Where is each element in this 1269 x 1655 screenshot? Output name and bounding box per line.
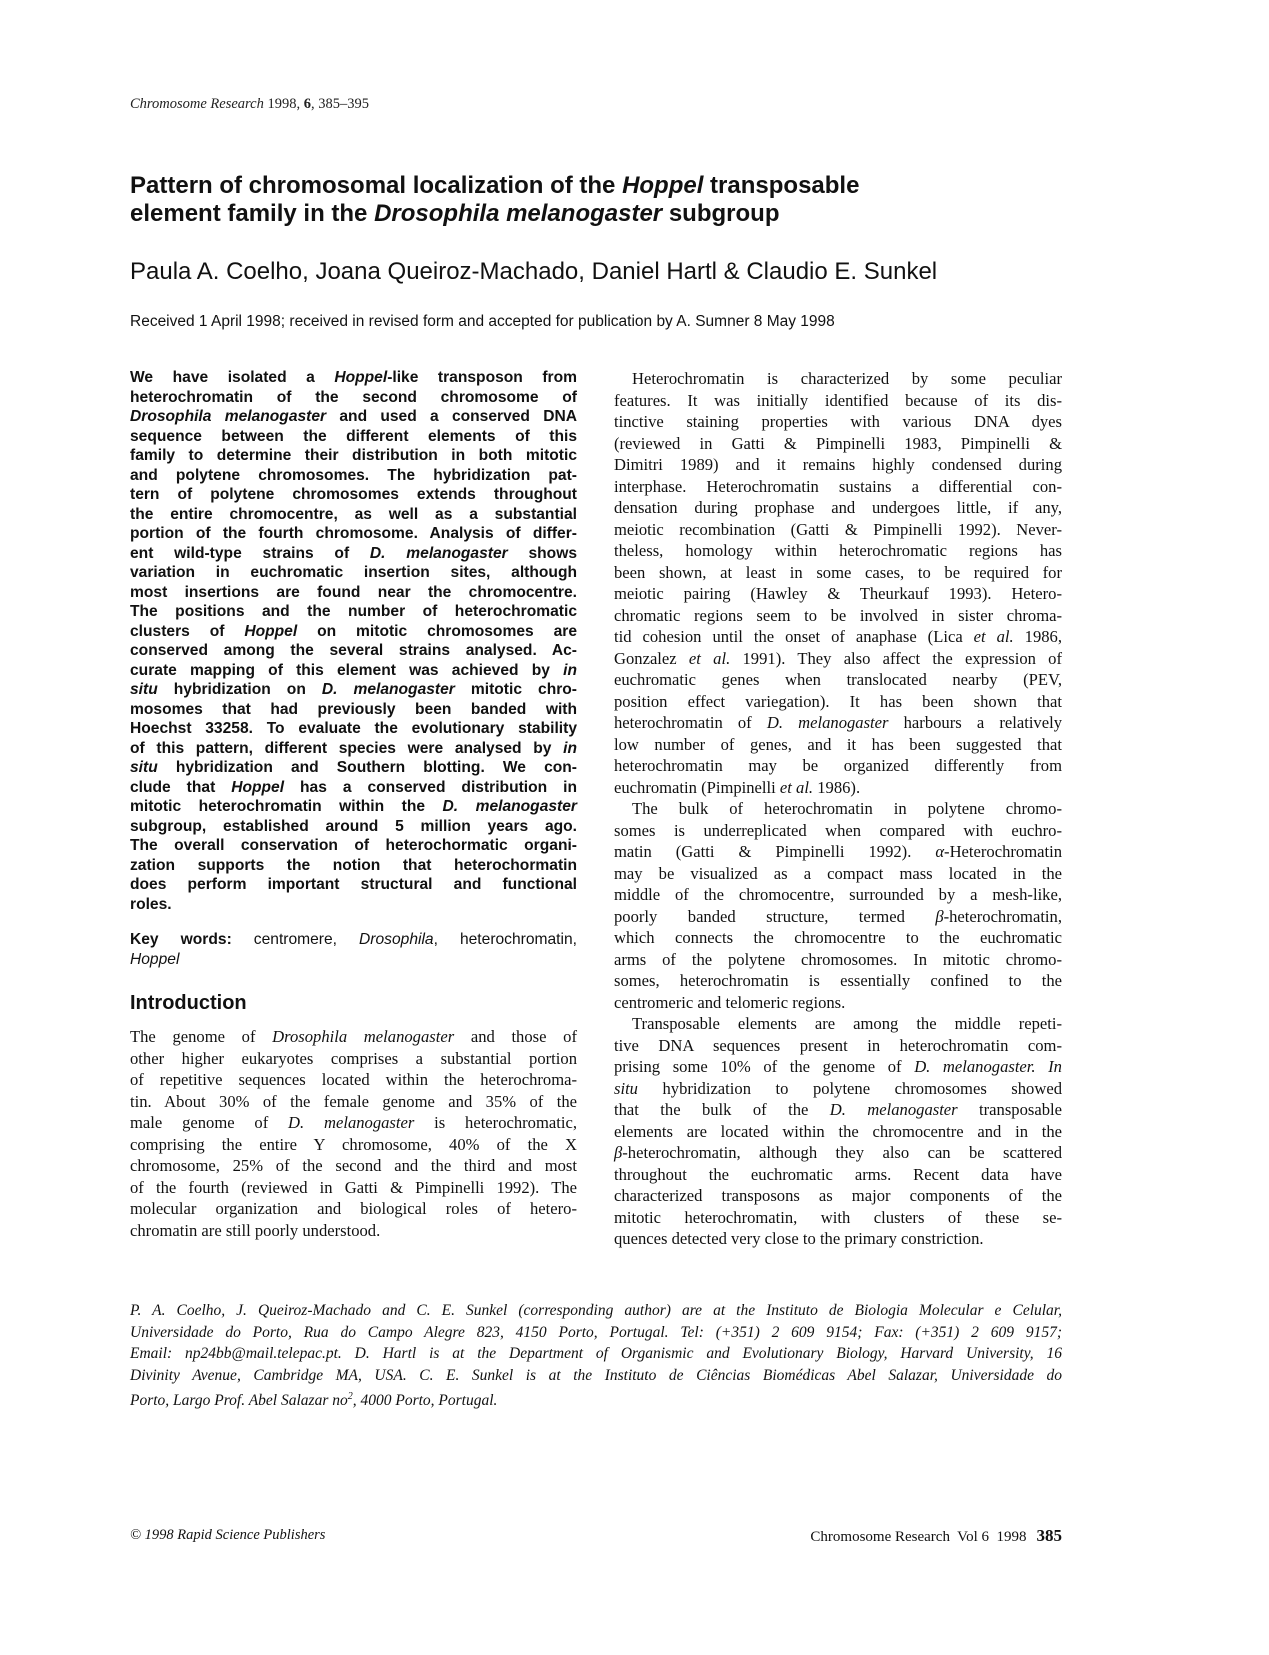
received-dates: Received 1 April 1998; received in revised form and accepted for publication by A. Sumner 8 May 1998 — [130, 313, 835, 330]
paragraph-transposable-elements: Transposable elements are among the middle repeti- tive DNA sequences present in heterochromatin com- prising some 10% of the genome of D. melanogaster. In situ hybridization to polytene chromosomes showed that the bulk of the D. melanogaster transposable elements are located within the chromocentre and in the β-heterochromatin, although they also can be scattered throughout the euchromatic arms. Recent data have characterized transposons as major components of the mitotic heterochromatin, with clusters of these se- quences detected very close to the primary constriction. — [614, 1014, 1062, 1248]
author-affiliations-footnote: P. A. Coelho, J. Queiroz-Machado and C. E. Sunkel (corresponding author) are at the Instituto de Biologia Molecular e Celular, Universidade do Porto, Rua do Campo Alegre 823, 4150 Porto, Portugal. Tel: (+351) 2 609 9154; Fax: (+351) 2 609 9157; Email: np24bb@mail.telepac.pt. D. Hartl is at the Department of Organismic and Evolutionary Biology, Harvard University, 16 Divinity Avenue, Cambridge MA, USA. C. E. Sunkel is at the Instituto de Ciências Biomédicas Abel Salazar, Universidade do Porto, Largo Prof. Abel Salazar $no^2$, 4000 Porto, Portugal. — [130, 1302, 1062, 1410]
copyright-notice: © 1998 Rapid Science Publishers — [130, 1527, 326, 1543]
section-heading-introduction: Introduction — [130, 992, 247, 1014]
right-column — [614, 368, 1062, 1250]
title-line-2: element family in the Drosophila melanogaster subgroup — [130, 200, 780, 227]
page-number: 385 — [1036, 1526, 1062, 1545]
title-line-1: Pattern of chromosomal localization of the Hoppel transposable — [130, 172, 860, 199]
paragraph-heterochromatin: Heterochromatin is characterized by some peculiar features. It was initially identified because of its dis- tinctive staining properties with various DNA dyes (reviewed in Gatti & Pimpinelli 1983, Pimpinelli & Dimitri 1989) and it remains highly condensed during interphase. Heterochromatin sustains a differential con- densation during prophase and undergoes little, if any, meiotic recombination (Gatti & Pimpinelli 1992). Never- theless, homology within heterochromatic regions has been shown, at least in some cases, to be required for meiotic pairing (Hawley & Theurkauf 1993). Hetero- chromatic regions seem to be involved in sister chroma- tid cohesion until the onset of anaphase (Lica et al. 1986, Gonzalez et al. 1991). They also affect the expression of euchromatic genes when translocated nearby (PEV, position effect variegation). It has been shown that heterochromatin of D. melanogaster harbours a relatively low number of genes, and it has been suggested that heterochromatin may be organized differently from euchromatin (Pimpinelli et al. 1986). — [614, 369, 1063, 797]
article-title — [130, 172, 1030, 228]
journal-pages: , 385–395 — [310, 96, 369, 112]
author-list: Paula A. Coelho, Joana Queiroz-Machado, Daniel Hartl & Claudio E. Sunkel — [130, 258, 938, 285]
introduction-paragraph: The genome of Drosophila melanogaster and those of other higher eukaryotes comprises a substantial portion of repetitive sequences located within the heterochroma- tin. About 30% of the female genome and 35% of the male genome of D. melanogaster is heterochromatic, comprising the entire Y chromosome, 40% of the X chromosome, 25% of the second and the third and most of the fourth (reviewed in Gatti & Pimpinelli 1992). The molecular organization and biological roles of hetero- chromatin are still poorly understood. — [130, 1027, 577, 1240]
keywords-label: Key words: — [130, 931, 232, 948]
footer-journal-info: Chromosome Research Vol 6 1998 385 — [810, 1526, 1062, 1545]
keywords: Key words: centromere, Drosophila, heterochromatin, Hoppel — [130, 931, 577, 968]
running-head — [130, 96, 369, 113]
left-column — [130, 368, 577, 1241]
journal-name: Chromosome Research — [130, 96, 264, 112]
abstract: We have isolated a Hoppel-like transposon from heterochromatin of the second chromosome of Drosophila melanogaster and used a conserved DNA sequence between the different elements of this family to determine their distribution in both mitotic and polytene chromosomes. The hybridization pat- tern of polytene chromosomes extends throughout the entire chromocentre, as well as a substantial portion of the fourth chromosome. Analysis of differ- ent wild-type strains of D. melanogaster shows variation in euchromatic insertion sites, although most insertions are found near the chromocentre. The positions and the number of heterochromatic clusters of Hoppel on mitotic chromosomes are conserved among the several strains analysed. Ac- curate mapping of this element was achieved by in situ hybridization on D. melanogaster mitotic chro- mosomes that had previously been banded with Hoechst 33258. To evaluate the evolutionary stability of this pattern, different species were analysed by in situ hybridization and Southern blotting. We con- clude that Hoppel has a conserved distribution in mitotic heterochromatin within the D. melanogaster subgroup, established around 5 million years ago. The overall conservation of heterochormatic organi- zation supports the notion that heterochormatin does perform important structural and functional roles. — [130, 369, 578, 913]
paragraph-polytene: The bulk of heterochromatin in polytene chromo- somes is underreplicated when compared with euchro- matin (Gatti & Pimpinelli 1992). α-Heterochromatin may be visualized as a compact mass located in the middle of the chromocentre, surrounded by a mesh-like, poorly banded structure, termed β-heterochromatin, which connects the chromocentre to the euchromatic arms of the polytene chromosomes. In mitotic chromo- somes, heterochromatin is essentially confined to the centromeric and telomeric regions. — [614, 799, 1062, 1012]
journal-year: 1998, — [267, 96, 301, 112]
journal-volume: 6 — [303, 96, 311, 112]
